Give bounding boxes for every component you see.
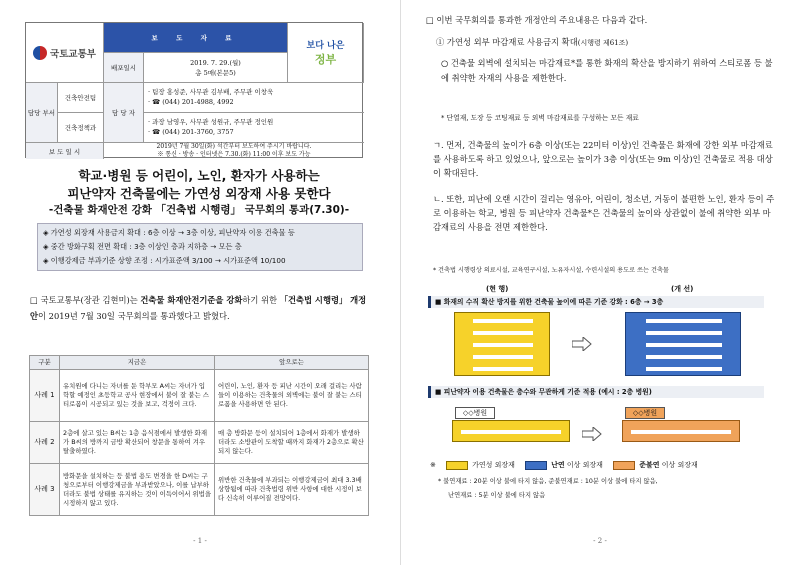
window-band xyxy=(473,331,533,335)
summary-bullet-1: ◈ 가연성 외장재 사용금지 확대 : 6층 이상 → 3층 이상, 피난약자 이용 건축물 등 xyxy=(43,228,295,237)
intro-paragraph xyxy=(30,292,370,324)
slogan-line-1: 보다 나은 xyxy=(306,41,345,51)
embargo-line-2: ※ 통신 · 방송 · 인터넷은 7.30.(화) 11:00 이후 보도 가능 xyxy=(157,150,311,158)
table-header: 앞으로는 xyxy=(215,356,369,370)
cases-table xyxy=(29,355,369,516)
p2-intro: □ 이번 국무회의를 통과한 개정안의 주요내용은 다음과 같다. xyxy=(426,15,648,25)
intro-mid: 하기 위한 xyxy=(242,295,280,305)
paragraph-2: ㄱ. 먼저, 건축물의 높이가 6층 이상(또는 22미터 이상)인 건축물은 화재에 강한 외부 마감재료를 사용하도록 하고 있었으나, 앞으로는 높이가 3층 이상(또는 9m 이상)인 건축물로 적용 대상이 확대된다. xyxy=(433,140,773,178)
table-cell: 매 층 방화문 등이 설치되어 1층에서 화재가 발생하더라도 소방관이 도착할 때까지 화재가 2층으로 확산되지 않는다. xyxy=(215,422,369,464)
release-pages: 총 5매(본문5) xyxy=(195,69,236,77)
table-row xyxy=(30,464,369,516)
hospital-sign: ◇◇병원 xyxy=(455,407,495,419)
legend-swatch-orange xyxy=(613,461,635,470)
arrow-right-icon xyxy=(582,426,602,440)
legend-item-1: 가연성 외장재 xyxy=(472,461,515,469)
table-header: 지금은 xyxy=(60,356,215,370)
table-row xyxy=(30,422,369,464)
window-band xyxy=(646,319,722,323)
window-band xyxy=(473,355,533,359)
contact-1-names: · 팀장 홍성준, 사무관 김부배, 주무관 이창욱 xyxy=(148,88,274,96)
window-band xyxy=(646,367,722,371)
legend-item-3: 이상 외장재 xyxy=(659,461,698,469)
legend-item-3-bold: 준불연 xyxy=(639,461,660,469)
contact-1-phone: · ☎ (044) 201-4988, 4992 xyxy=(148,98,234,106)
taegeuk-icon xyxy=(33,46,47,60)
legend-swatch-yellow xyxy=(446,461,468,470)
table-cell: 위반한 건축물에 부과되는 이행강제금이 최대 3.3배 상향됨에 따라 건축법령 위반 사항에 대한 시정이 보다 신속히 이루어질 전망이다. xyxy=(215,464,369,516)
person-label: 담 당 자 xyxy=(104,83,144,143)
ministry-name: 국토교통부 xyxy=(50,48,96,60)
intro-bold-1: 건축물 화재안전기준을 강화 xyxy=(140,295,243,305)
intro-prefix: □ 국토교통부(장관 김현미)는 xyxy=(30,295,141,305)
contact-2-names: · 과장 남영우, 사무관 성원규, 주무관 정인원 xyxy=(148,118,274,126)
team-1: 건축안전팀 xyxy=(58,83,104,113)
legend-prefix: ※ xyxy=(430,461,436,469)
window-band xyxy=(646,355,722,359)
team-2: 건축정책과 xyxy=(58,113,104,143)
legend-swatch-blue xyxy=(525,461,547,470)
headline-subtitle: -건축물 화재안전 강화 「건축법 시행령」 국무회의 통과(7.30)- xyxy=(48,204,350,216)
table-row xyxy=(30,370,369,422)
section-title: ① 가연성 외부 마감재료 사용금지 확대 xyxy=(436,37,578,47)
hospital-improved xyxy=(622,409,740,442)
section-ref: (시행령 제61조) xyxy=(577,39,629,47)
press-release-title: 보 도 자 료 xyxy=(104,23,288,53)
footnote-1: * 단열재, 도장 등 코팅재료 등 외벽 마감재료를 구성하는 모든 재료 xyxy=(441,114,639,122)
paragraph-3: ㄴ. 또한, 피난에 오랜 시간이 걸리는 영유아, 어린이, 청소년, 거동이 불편한 노인, 환자 등이 주로 이용하는 학교, 병원 등 피난약자 건축물*은 건축물의 높이와 상관없이 불에 취약한 외부 마감재료의 사용을 전면 제한한다. xyxy=(433,194,775,232)
intro-bold-2: 「건축법 시행령」 개정안 xyxy=(30,295,367,321)
page-number: - 1 - xyxy=(193,537,207,545)
hospital-sign-improved: ◇◇병원 xyxy=(625,407,665,419)
diagram-caption-2: ■ 피난약자 이용 건축물은 층수와 무관하게 기준 적용 (예시 : 2층 병원) xyxy=(428,386,764,398)
arrow-right-icon xyxy=(572,336,592,350)
table-cell: 어린이, 노인, 환자 등 피난 시간이 오래 걸리는 사람들이 이용하는 건축물의 외벽에는 불이 잘 붙는 스티로폼을 사용하면 안 된다. xyxy=(215,370,369,422)
building-improved xyxy=(625,312,741,376)
table-cell: 방화문을 설치하는 등 불법 용도 변경을 한 D씨는 구청으로부터 이행강제금을 부과받았으나, 이를 납부하더라도 불법 상태를 유지하는 것이 이득이어서 위법을 시정하지 않고 있다. xyxy=(60,464,215,516)
contact-1 xyxy=(144,83,364,113)
label-current: (현 행) xyxy=(486,285,509,293)
legend-item-2-bold: 난연 xyxy=(551,461,565,469)
hospital-current xyxy=(452,409,570,442)
building-current-5floors xyxy=(454,312,550,376)
summary-box xyxy=(37,223,363,271)
summary-bullet-3: ◈ 이행강제금 부과기준 상향 조정 : 시가표준액 3/100 → 시가표준액 10/100 xyxy=(43,256,286,265)
legend-note-b: 난연재료 : 5분 이상 불에 타지 않음 xyxy=(448,492,546,499)
embargo-info xyxy=(104,143,364,159)
embargo-line-1: 2019년 7월 30일(화) 석간부터 보도하여 주시기 바랍니다. xyxy=(156,143,312,150)
legend-item-2: 이상 외장재 xyxy=(564,461,603,469)
legend xyxy=(430,460,775,470)
press-release-header xyxy=(25,22,363,158)
window-band xyxy=(473,319,533,323)
table-cell: 사례 3 xyxy=(30,464,60,516)
dept-label: 담당 부서 xyxy=(26,83,58,143)
legend-notes xyxy=(438,475,778,503)
contact-2 xyxy=(144,113,364,143)
headline-line-1: 학교·병원 등 어린이, 노인, 환자가 사용하는 xyxy=(78,168,320,183)
window-band xyxy=(631,430,731,434)
section-heading xyxy=(436,34,786,51)
legend-note-a: * 불연재료 : 20분 이상 불에 타지 않음, 준불연재료 : 10분 이상 불에 타지 않음, xyxy=(438,478,658,485)
page-number: - 2 - xyxy=(593,537,607,545)
embargo-label: 보 도 일 시 xyxy=(26,143,104,159)
window-band xyxy=(473,343,533,347)
contact-2-phone: · ☎ (044) 201-3760, 3757 xyxy=(148,128,234,136)
government-slogan-logo xyxy=(288,23,364,83)
table-cell: 2층에 살고 있는 B씨는 1층 음식점에서 발생한 화재가 B씨의 방까지 금방 확산되어 창문을 통하여 겨우 탈출하였다. xyxy=(60,422,215,464)
window-band xyxy=(646,331,722,335)
table-cell: 사례 1 xyxy=(30,370,60,422)
table-header-row xyxy=(30,356,369,370)
label-improved: (개 선) xyxy=(671,285,694,293)
window-band xyxy=(473,367,533,371)
window-band xyxy=(461,430,561,434)
diagram-caption-1: ■ 화재의 수직 확산 방지를 위한 건축물 높이에 따른 기준 강화 : 6층 → 3층 xyxy=(428,296,764,308)
ministry-logo xyxy=(26,23,104,83)
table-cell: 사례 2 xyxy=(30,422,60,464)
release-date: 2019. 7. 29.(월) xyxy=(190,59,241,67)
table-cell: 유치원에 다니는 자녀를 둔 학부모 A씨는 자녀가 입학할 예정인 초등학교 공사 현장에서 불이 잘 붙는 스티로폼이 시공되고 있는 것을 보고, 걱정이 크다. xyxy=(60,370,215,422)
footnote-2: * 건축법 시행령상 의료시설, 교육연구시설, 노유자시설, 수련시설의 용도로 쓰는 건축물 xyxy=(433,267,669,274)
intro-suffix: 이 2019년 7월 30일 국무회의를 통과했다고 밝혔다. xyxy=(38,311,230,321)
headline-line-2: 피난약자 건축물에는 가연성 외장재 사용 못한다 xyxy=(67,186,331,201)
table-header: 구분 xyxy=(30,356,60,370)
paragraph-1: ○ 건축물 외벽에 설치되는 마감재료*를 통한 화재의 확산을 방지하기 위하여 스티로폼 등 불에 취약한 자재의 사용을 제한한다. xyxy=(441,58,773,83)
summary-bullet-2: ◈ 중간 방화구획 전면 확대 : 3층 이상인 층과 지하층 → 모든 층 xyxy=(43,242,242,251)
window-band xyxy=(646,343,722,347)
release-info xyxy=(144,53,288,83)
release-label: 배포일시 xyxy=(104,53,144,83)
slogan-line-2: 정부 xyxy=(314,53,337,66)
